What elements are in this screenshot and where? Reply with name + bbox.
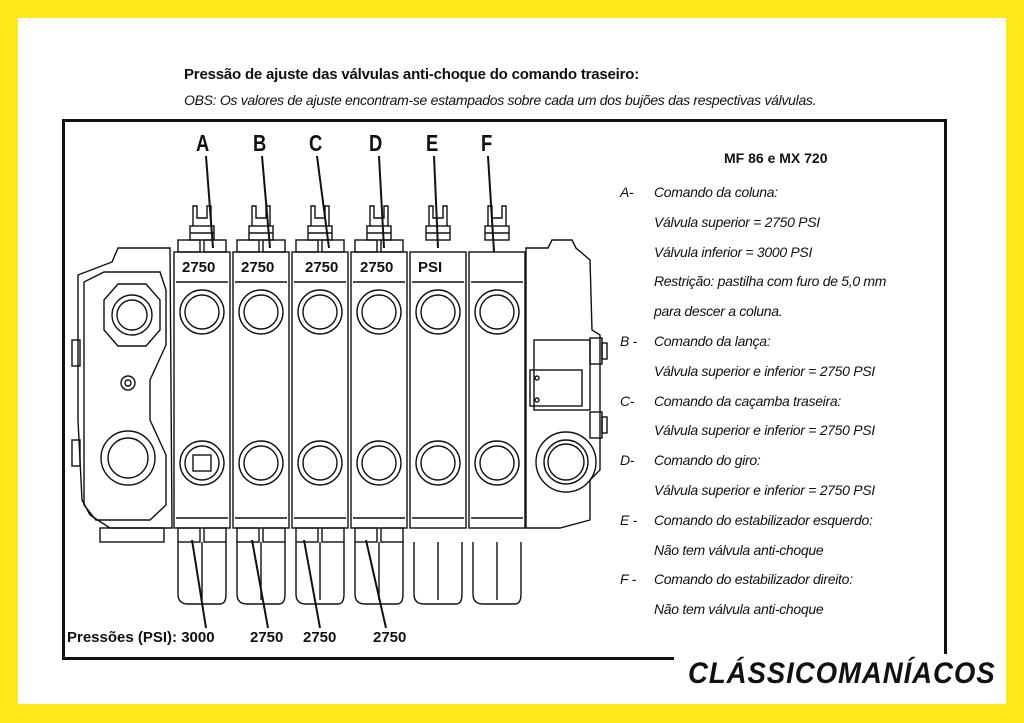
valve-section xyxy=(174,240,230,604)
legend-row: para descer a coluna. xyxy=(654,303,783,320)
valve-label-a: A xyxy=(196,130,210,156)
left-lower-bolt-icon xyxy=(101,431,155,485)
upper-port-icon xyxy=(180,290,224,334)
lower-port-icon xyxy=(180,441,224,485)
legend-row: Válvula superior e inferior = 2750 PSI xyxy=(654,362,875,379)
legend-row: Válvula inferior = 3000 PSI xyxy=(654,243,813,260)
valve-section xyxy=(469,252,525,604)
bottom-pressure-d: 2750 xyxy=(373,629,407,646)
legend-row: B - Comando da lança: xyxy=(620,332,771,349)
valve-section xyxy=(410,252,466,604)
stamp-c: 2750 xyxy=(305,259,339,276)
lower-port-icon xyxy=(239,441,283,485)
legend-row: Restrição: pastilha com furo de 5,0 mm xyxy=(654,273,887,290)
lower-port-icon xyxy=(298,441,342,485)
legend-row: A- Comando da coluna: xyxy=(620,184,778,200)
valve-label-b: B xyxy=(253,130,267,156)
valve-label-d: D xyxy=(369,130,383,156)
lower-port-icon xyxy=(475,441,519,485)
right-bolt-icon xyxy=(536,432,596,492)
model-title: MF 86 e MX 720 xyxy=(724,150,828,166)
left-end-plate xyxy=(78,248,172,528)
legend-row: F - Comando do estabilizador direito: xyxy=(620,571,853,588)
left-small-bolt-icon xyxy=(121,376,135,390)
upper-port-icon xyxy=(239,290,283,334)
obs-note: OBS: Os valores de ajuste encontram-se estampados sobre cada um dos bujões das respectivas válvulas. xyxy=(184,92,817,108)
spool-stem xyxy=(367,206,391,240)
legend-row: Válvula superior e inferior = 2750 PSI xyxy=(654,481,875,498)
bottom-pressures-label: Pressões (PSI): 3000 xyxy=(67,629,215,646)
legend-row: Não tem válvula anti-choque xyxy=(654,601,824,618)
spool-stem xyxy=(308,206,332,240)
spool-stem xyxy=(485,206,509,240)
watermark-logo: CLÁSSICOMANÍACOS xyxy=(688,657,996,690)
upper-port-icon xyxy=(298,290,342,334)
stamp-a: 2750 xyxy=(182,259,216,276)
valve-label-e: E xyxy=(426,130,439,156)
valve-section xyxy=(351,240,407,604)
legend-row: Não tem válvula anti-choque xyxy=(654,541,824,558)
valve-section xyxy=(233,240,289,604)
legend-row: Válvula superior e inferior = 2750 PSI xyxy=(654,422,875,439)
page-title: Pressão de ajuste das válvulas anti-choque do comando traseiro: xyxy=(184,66,640,83)
valve-label-f: F xyxy=(481,130,493,156)
stamp-b: 2750 xyxy=(241,259,275,276)
valve-section xyxy=(292,240,348,604)
bottom-pressure-b: 2750 xyxy=(250,629,284,646)
legend-row: E - Comando do estabilizador esquerdo: xyxy=(620,511,873,528)
upper-port-icon xyxy=(475,290,519,334)
right-end-plate xyxy=(526,240,600,528)
lower-port-icon xyxy=(416,441,460,485)
lower-port-icon xyxy=(357,441,401,485)
bottom-pressure-c: 2750 xyxy=(303,629,337,646)
upper-port-icon xyxy=(416,290,460,334)
stamp-d: 2750 xyxy=(360,259,394,276)
stamp-e: PSI xyxy=(418,259,443,276)
legend-row: Válvula superior = 2750 PSI xyxy=(654,213,820,230)
legend-list xyxy=(620,178,886,625)
valve-label-c: C xyxy=(309,130,323,156)
upper-port-icon xyxy=(357,290,401,334)
legend-row: C- Comando da caçamba traseira: xyxy=(620,392,841,409)
legend-row: D- Comando do giro: xyxy=(620,452,761,469)
